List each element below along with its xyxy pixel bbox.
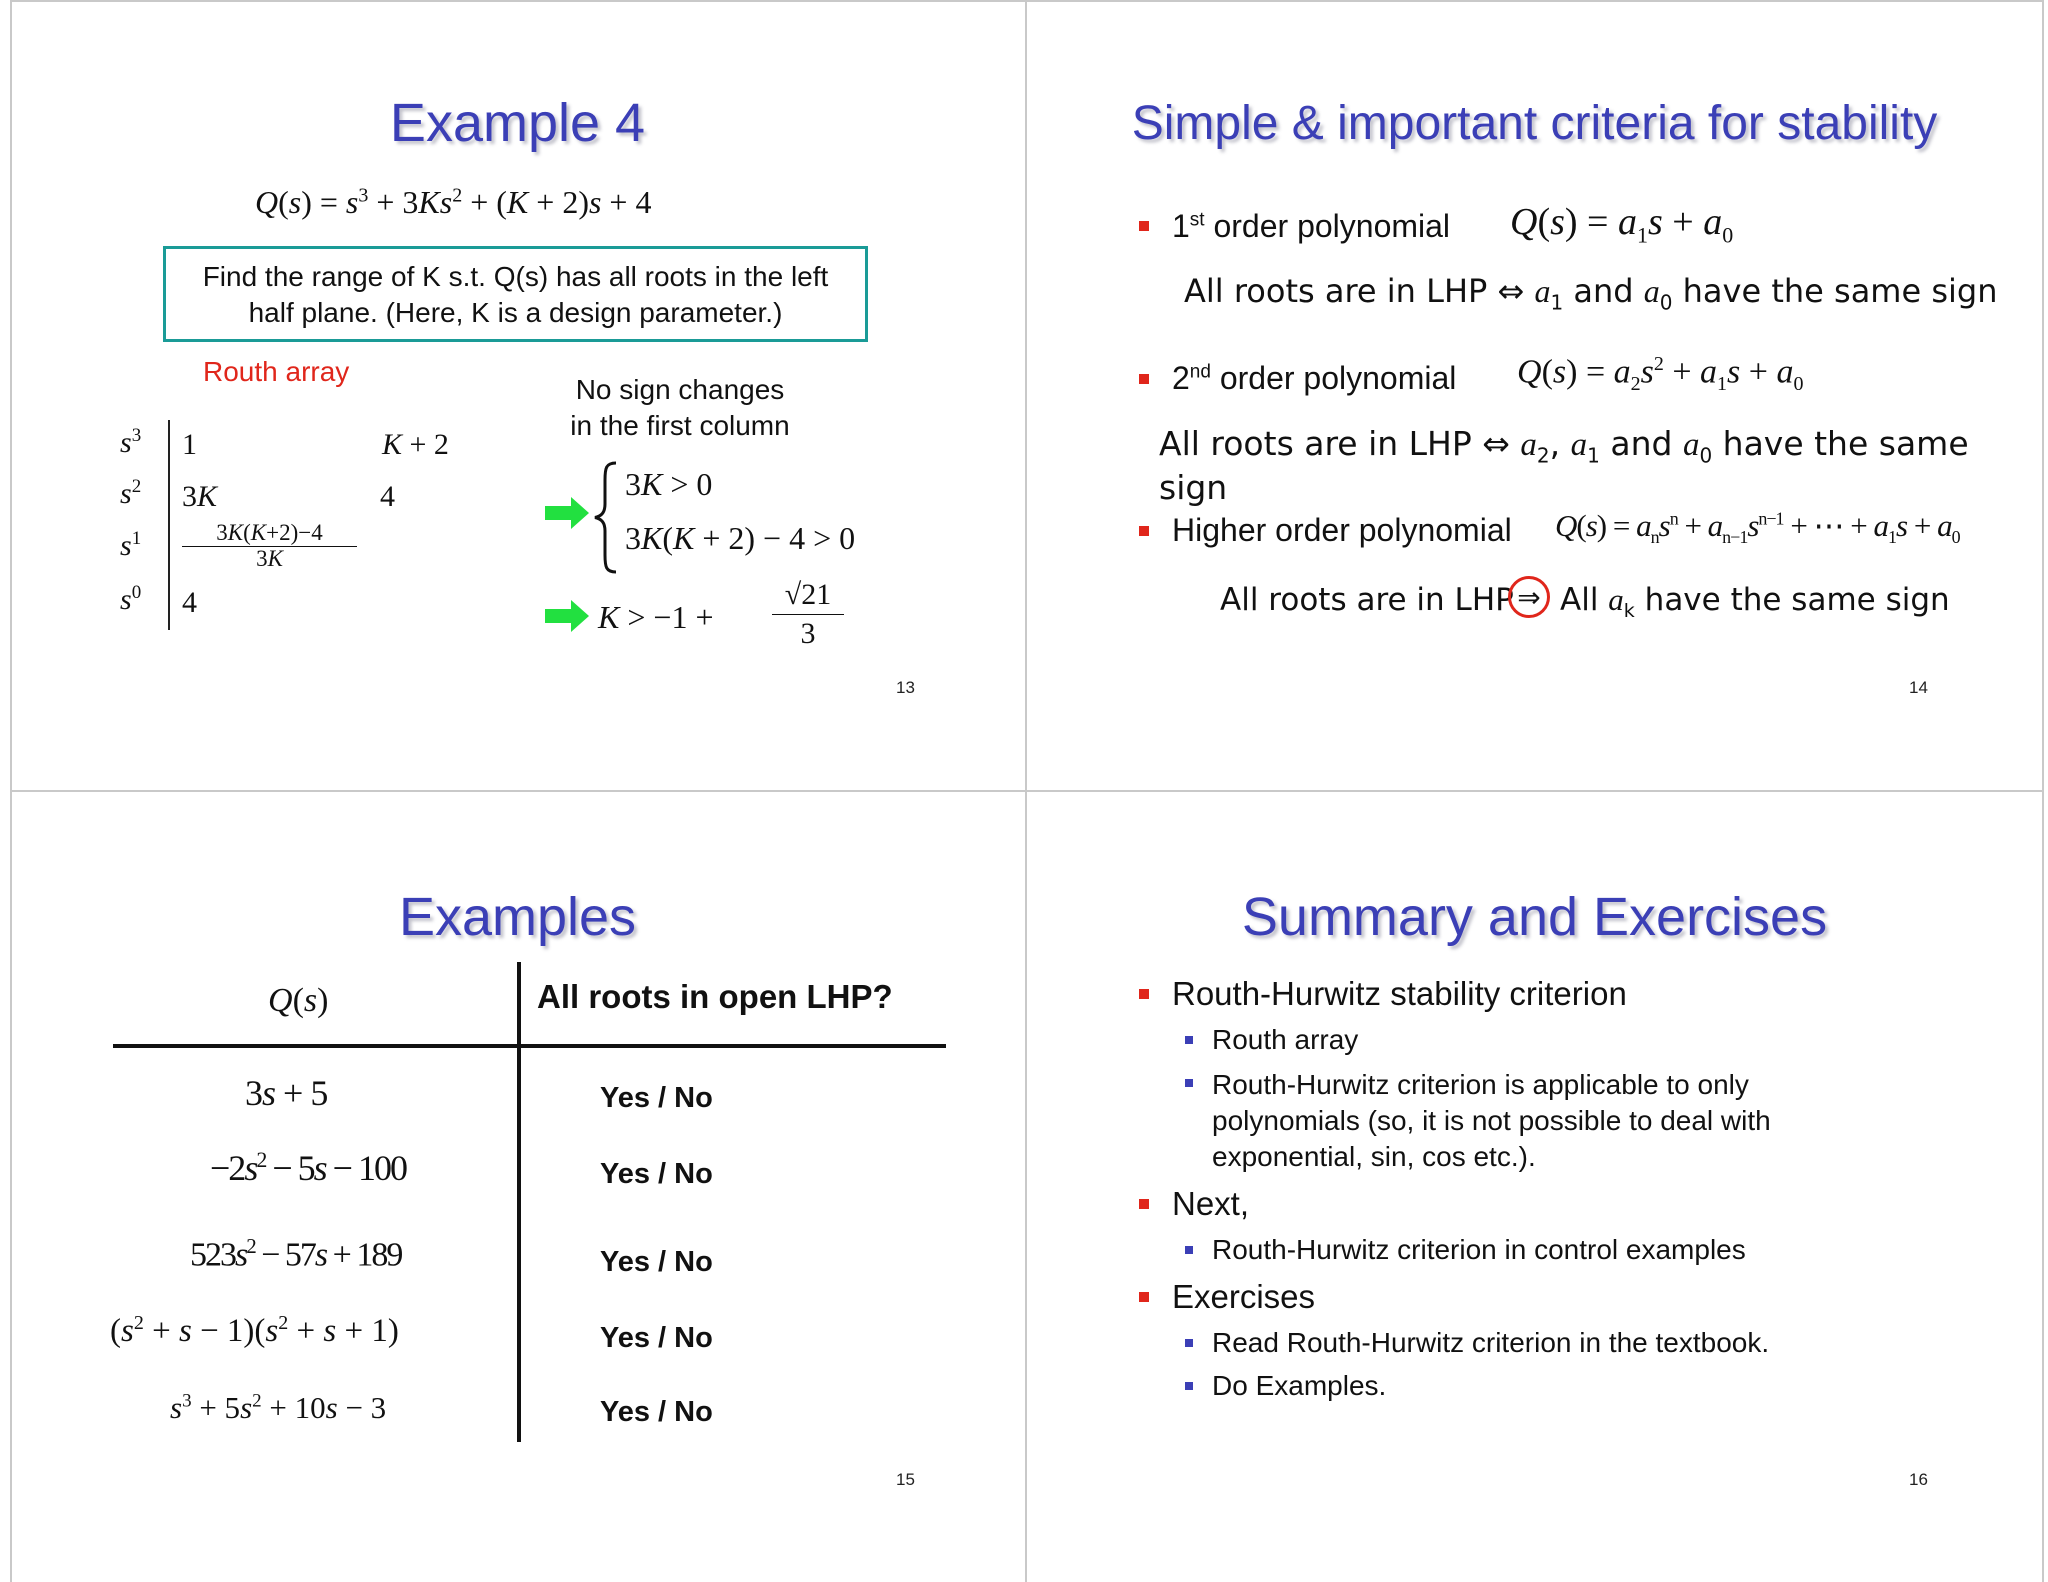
bullet — [1139, 221, 1149, 231]
sub-2-line-1: Routh-Hurwitz criterion is applicable to only — [1212, 1069, 1749, 1100]
sign-note-line-2: in the first column — [570, 410, 790, 441]
arrow-right-icon — [545, 600, 589, 632]
item-3-desc-pre: All roots are in LHP — [1220, 582, 1514, 618]
column-header-polynomial: Q(s) — [268, 982, 329, 1019]
bullet — [1139, 989, 1149, 999]
table-row-3-poly: $523s^2 - 57s + 189$ — [190, 1234, 402, 1274]
routh-s1-fraction: 3K(K+2)−4 3K — [182, 520, 357, 571]
slide-15 — [10, 792, 1030, 1582]
routh-row-s0: $s^0$ — [120, 582, 142, 616]
table-row-5-answer[interactable]: Yes / No — [600, 1396, 713, 1428]
bullet — [1139, 1292, 1149, 1302]
sub-2-line-2: polynomials (so, it is not possible to deal with — [1212, 1105, 1771, 1136]
bullet — [1139, 526, 1149, 536]
item-3-formula: $Q(s) = a_ns^n + a_{n-1}s^{n-1}$ + ⋯ + $a_1s + a_0$ — [1555, 508, 1960, 548]
result-denominator: 3 — [800, 617, 816, 650]
bullet-2-sub-1: Routh-Hurwitz criterion in control examples — [1212, 1234, 1746, 1265]
bullet-3-sub-2: Do Examples. — [1212, 1370, 1387, 1401]
sub-bullet — [1185, 1036, 1193, 1044]
page-number: 16 — [1909, 1470, 1928, 1489]
condition-1: 3K > 0 — [625, 466, 713, 502]
routh-s3-c2: K + 2 — [382, 428, 449, 461]
table-row-2-poly: $-2s^2 - 5s - 100$ — [210, 1147, 406, 1188]
item-3-desc-post: All $a_k$ have the same sign — [1560, 582, 1950, 623]
brace-icon — [592, 460, 620, 575]
item-1-label: 1st order polynomial — [1172, 208, 1451, 244]
slide-title: Example 4 — [389, 93, 646, 153]
bullet-3-sub-1: Read Routh-Hurwitz criterion in the textbook. — [1212, 1327, 1770, 1358]
problem-line-2: half plane. (Here, K is a design parameter.) — [248, 297, 783, 328]
column-header-answer: All roots in open LHP? — [537, 978, 893, 1015]
problem-box — [163, 246, 868, 342]
bullet-1-text: Routh-Hurwitz stability criterion — [1172, 975, 1627, 1012]
routh-s2-c1: 3K — [182, 480, 218, 513]
page-number: 14 — [1909, 678, 1928, 697]
bullet-2-text: Next, — [1172, 1185, 1250, 1222]
bullet-1-sub-1: Routh array — [1212, 1024, 1359, 1055]
table-header-rule — [113, 1044, 946, 1048]
routh-array-label: Routh array — [203, 356, 350, 387]
slide-14 — [1027, 0, 2047, 790]
routh-s0-c1: 4 — [182, 586, 197, 619]
routh-row-s1: $s^1$ — [120, 528, 142, 562]
problem-line-1: Find the range of K s.t. Q(s) has all roots in the left — [202, 261, 829, 292]
sub-2-line-3: exponential, sin, cos etc.). — [1212, 1141, 1536, 1172]
slide-16 — [1027, 792, 2047, 1582]
routh-row-s2: $s^2$ — [120, 476, 142, 510]
routh-divider — [168, 420, 170, 630]
sub-bullet — [1185, 1079, 1193, 1087]
table-row-4-answer[interactable]: Yes / No — [600, 1322, 713, 1354]
table-row-1-answer[interactable]: Yes / No — [600, 1082, 713, 1114]
bullet-3-text: Exercises — [1172, 1278, 1316, 1315]
routh-s2-c2: 4 — [380, 480, 395, 513]
item-1-description: All roots are in LHP ⇔ $a_1$ and $a_0$ have the same sign — [1184, 272, 1998, 315]
q-equation: $Q(s) = s^3 + 3Ks^2 + (K + 2)s + 4$ — [255, 184, 652, 220]
item-3-label: Higher order polynomial — [1172, 512, 1512, 548]
slide-title: Examples — [398, 887, 637, 947]
bullet-1-sub-2 — [1212, 1067, 1771, 1175]
slide-title: Simple & important criteria for stability — [1131, 97, 1938, 150]
result-numerator: √21 — [772, 576, 844, 615]
table-column-rule — [517, 962, 521, 1442]
table-row-4-poly: $(s^2 + s - 1)(s^2 + s + 1)$ — [110, 1312, 399, 1349]
page-number: 15 — [896, 1470, 915, 1489]
slide-title: Summary and Exercises — [1241, 887, 1828, 947]
sub-bullet — [1185, 1339, 1193, 1347]
sub-bullet — [1185, 1246, 1193, 1254]
bullet — [1139, 374, 1149, 384]
item-2-formula: $Q(s) = a_2s^2 + a_1s + a_0$ — [1517, 353, 1804, 396]
page-number: 13 — [896, 678, 915, 697]
slide-13 — [10, 0, 1030, 790]
bullet — [1139, 1199, 1149, 1209]
result-inequality: K > −1 + — [598, 599, 714, 635]
implies-glyph: ⇒ — [1517, 581, 1541, 614]
item-2-description: All roots are in LHP ⇔ $a_2$, $a_1$ and $a_0$ have the same sign — [1159, 424, 1969, 507]
table-row-1-poly: 3s + 5 — [245, 1073, 328, 1113]
result-fraction — [772, 576, 844, 653]
implies-symbol — [1508, 576, 1550, 618]
condition-2: 3K(K + 2) − 4 > 0 — [625, 520, 856, 556]
routh-row-s3: $s^3$ — [120, 425, 142, 459]
arrow-right-icon — [545, 497, 589, 529]
table-row-2-answer[interactable]: Yes / No — [600, 1158, 713, 1190]
item-2-label: 2nd order polynomial — [1172, 360, 1457, 396]
sign-note-line-1: No sign changes — [575, 374, 785, 405]
table-row-5-poly: $s^3 + 5s^2 + 10s - 3$ — [170, 1390, 387, 1425]
sub-bullet — [1185, 1382, 1193, 1390]
table-row-3-answer[interactable]: Yes / No — [600, 1246, 713, 1278]
routh-s3-c1: 1 — [182, 428, 197, 461]
item-1-formula: $Q(s) = a_1s + a_0$ — [1510, 201, 1734, 248]
sign-note — [550, 372, 810, 444]
